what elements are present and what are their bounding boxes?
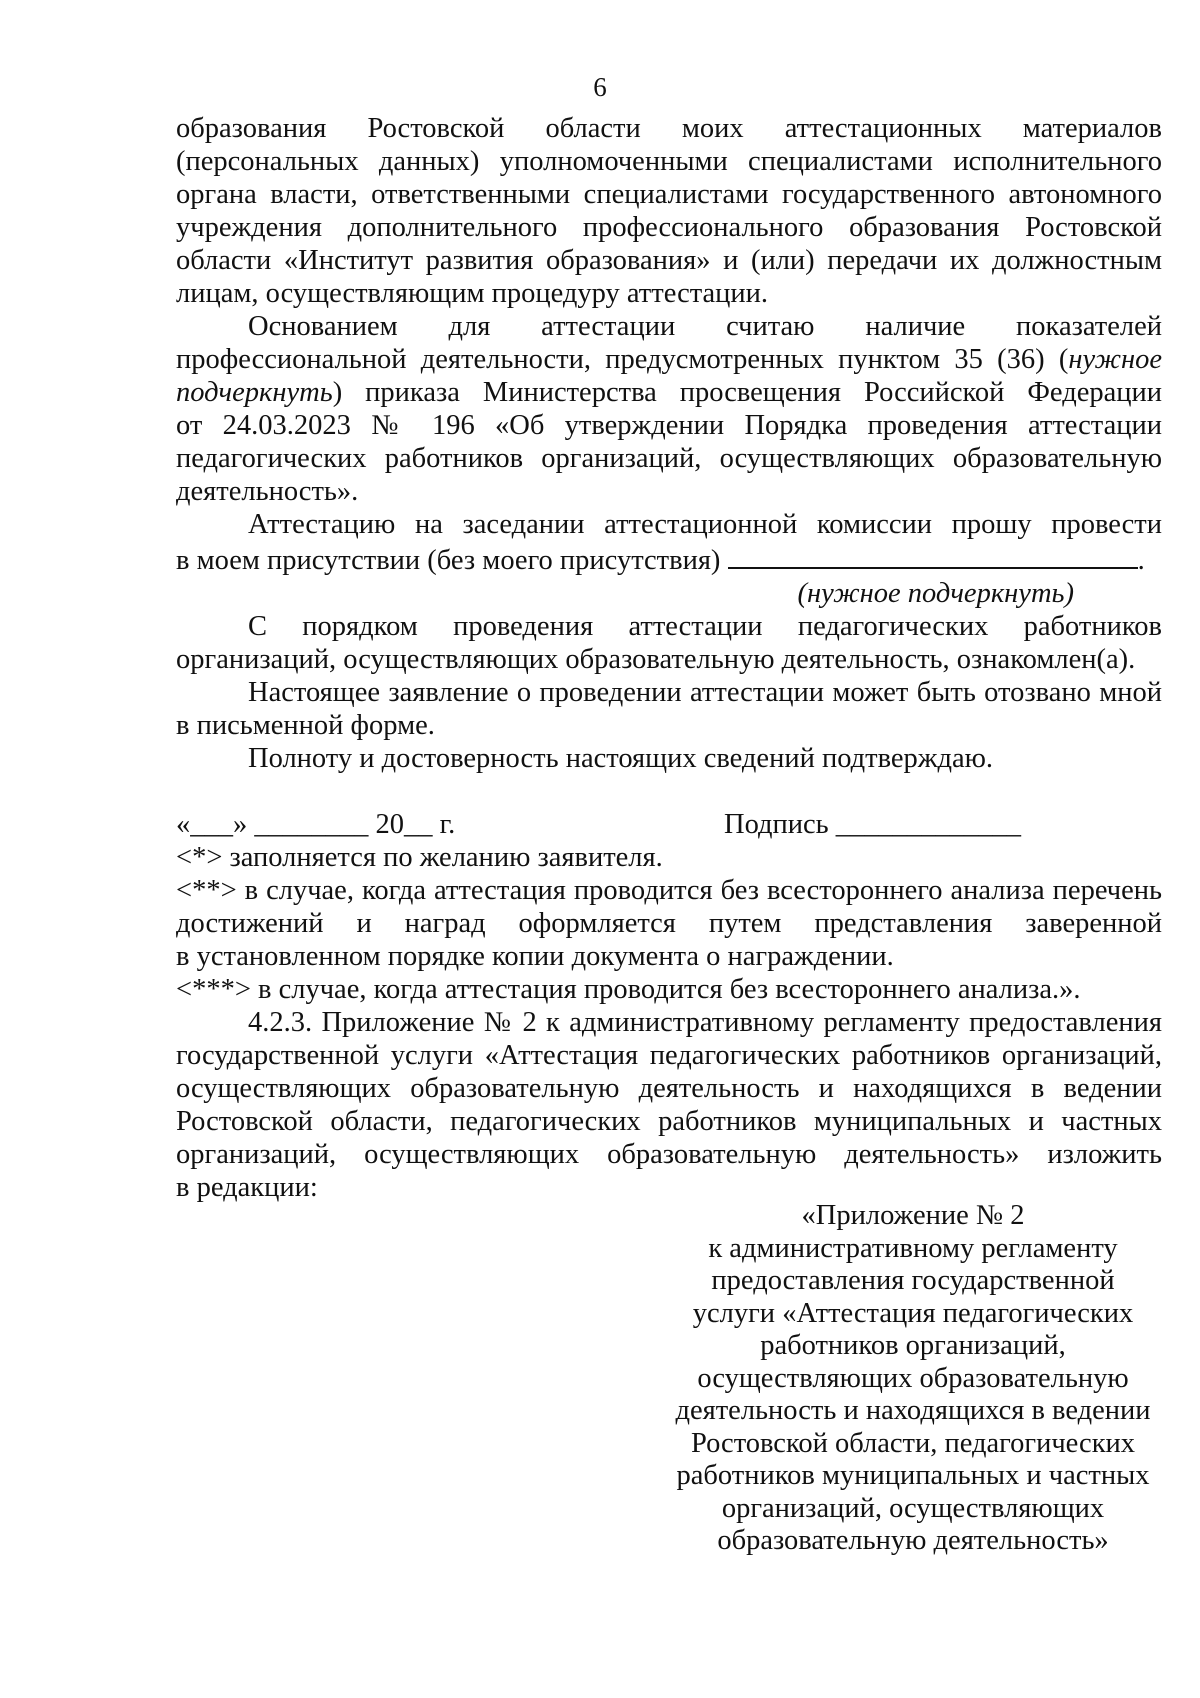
appendix-line: «Приложение № 2 [801,1200,1025,1231]
page-number: 6 [593,72,607,102]
text-line: в редакции: [176,1172,318,1203]
signature-field [724,808,1021,841]
signature-label: Подпись [724,809,829,840]
appendix-line: услуги «Аттестация педагогических [692,1297,1134,1329]
text-segment: профессиональной деятельности, предусмотренных пунктом 35 (36) ( [176,344,1069,375]
footnote: <**> в случае, когда аттестация проводится без всестороннего анализа перечень [176,875,1162,906]
underline-hint: (нужное подчеркнуть) [797,578,1074,609]
italic-note: подчеркнуть [176,377,333,408]
footnote: <*> заполняется по желанию заявителя. [176,842,663,873]
signature-blank: _____________ [835,809,1022,840]
text-line: Основанием для аттестации считаю наличие показателей [248,311,1162,342]
appendix-line: работников муниципальных и частных [676,1460,1150,1491]
withdrawal-paragraph [176,676,1162,742]
signature-row [176,808,1162,841]
footnote: в установленном порядке копии документа о награждении. [176,941,894,972]
text-line: Аттестацию на заседании аттестационной комиссии прошу провести [248,509,1162,540]
appendix-header [660,1200,1166,1558]
text-line: Ростовской области, педагогических работников муниципальных и частных [176,1106,1162,1137]
text-line: образования Ростовской области моих аттестационных материалов [176,113,1162,144]
text-line: деятельность». [176,476,359,507]
text-segment: в моем присутствии (без моего присутствия) [176,545,721,576]
appendix-line: образовательную деятельность» [717,1525,1109,1556]
appendix-line: осуществляющих образовательную [697,1362,1129,1394]
text-segment: . [1137,545,1145,576]
amendment-paragraph [176,1006,1162,1204]
appendix-line: к административному регламенту [708,1232,1118,1264]
consent-paragraph [176,112,1162,310]
text-line: от 24.03.2023 № 196 «Об утверждении Порядка проведения аттестации [176,410,1162,441]
confirmation-line: Полноту и достоверность настоящих сведений подтверждаю. [248,743,994,774]
text-line: в письменной форме. [176,710,435,741]
appendix-line: деятельность и находящихся в ведении [675,1395,1151,1426]
footnote: <***> в случае, когда аттестация проводится без всестороннего анализа.». [176,974,1081,1005]
appendix-line: предоставления государственной [711,1265,1115,1296]
text-line: учреждения дополнительного профессионального образования Ростовской [176,212,1162,243]
text-line: организаций, осуществляющих образовательную деятельность» изложить [176,1139,1162,1170]
text-line: лицам, осуществляющим процедуру аттестации. [176,278,769,309]
text-line: педагогических работников организаций, осуществляющих образовательную [176,443,1162,474]
footnote: достижений и наград оформляется путем представления заверенной [176,908,1162,939]
text-line: государственной услуги «Аттестация педагогических работников организаций, [176,1040,1162,1071]
appendix-line: работников организаций, [760,1330,1066,1361]
basis-paragraph [176,310,1162,508]
text-line: Настоящее заявление о проведении аттестации может быть отозвано мной [248,677,1162,708]
text-line [176,376,1162,409]
text-line: (персональных данных) уполномоченными специалистами исполнительного [176,146,1162,177]
text-line: органа власти, ответственными специалистами государственного автономного [176,179,1162,210]
appendix-line: организаций, осуществляющих [721,1492,1105,1524]
appendix-line: Ростовской области, педагогических [690,1427,1136,1459]
text-line: области «Институт развития образования» и (или) передачи их должностным [176,245,1162,276]
text-line: С порядком проведения аттестации педагогических работников [248,611,1162,642]
italic-note: нужное [1068,344,1162,375]
date-line: «___» ________ 20__ г. [176,809,456,840]
presence-paragraph [176,508,1162,610]
text-line [176,343,1162,376]
presence-blank-line [728,541,1138,569]
text-line: 4.2.3. Приложение № 2 к административному регламенту предоставления [248,1007,1162,1038]
document-body [176,112,1162,1204]
footnotes [176,841,1162,1006]
text-line: организаций, осуществляющих образовательную деятельность, ознакомлен(а). [176,644,1136,675]
acquainted-paragraph [176,610,1162,676]
text-line [176,541,1162,577]
text-segment: ) приказа Министерства просвещения Российской Федерации [332,377,1162,408]
text-line: осуществляющих образовательную деятельность и находящихся в ведении [176,1073,1162,1104]
